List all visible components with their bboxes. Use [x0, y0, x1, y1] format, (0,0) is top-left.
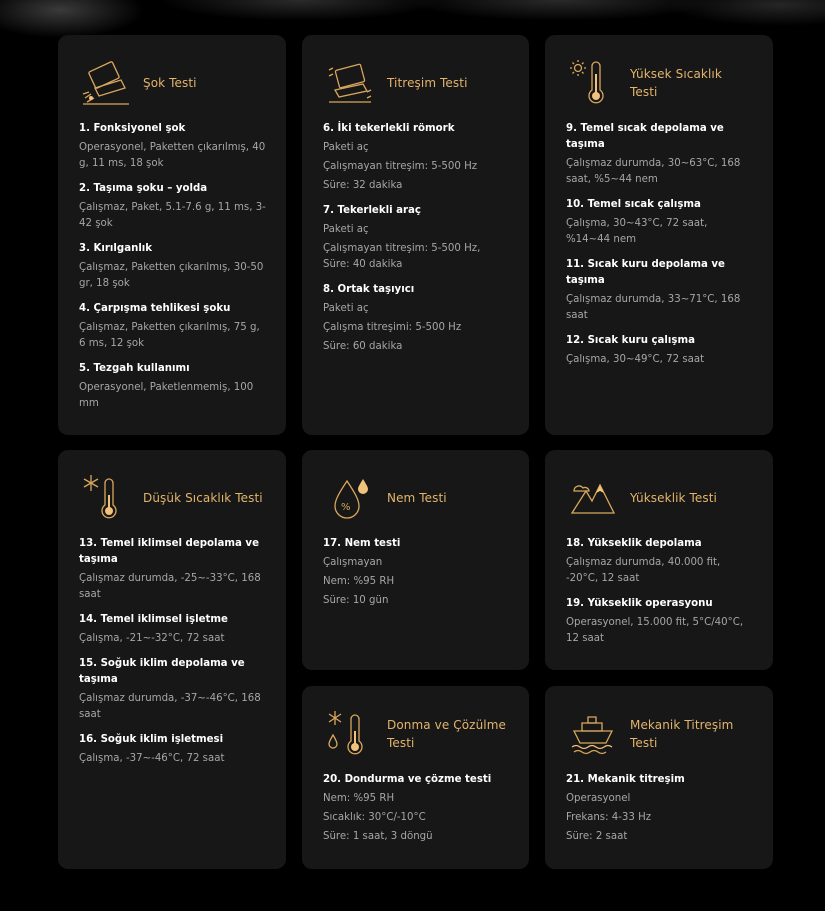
test-item-detail: Operasyonel [566, 793, 631, 804]
test-item-title: 12. Sıcak kuru çalışma [566, 335, 695, 346]
sun-thermometer-icon [566, 58, 620, 108]
test-item-title: 4. Çarpışma tehlikesi şoku [79, 303, 231, 314]
test-item-detail: Süre: 60 dakika [323, 341, 403, 352]
test-item-detail: Çalışma, -21~-32°C, 72 saat [79, 633, 225, 644]
card-title: Donma ve Çözülme Testi [387, 718, 506, 750]
snowflake-drop-thermometer-icon [323, 709, 377, 759]
card-freeze-thaw-test [302, 686, 529, 869]
test-item-title: 17. Nem testi [323, 538, 401, 549]
test-item-detail: Çalışmaz durumda, 33~71°C, 168 saat [566, 294, 741, 321]
test-item [566, 197, 753, 248]
test-item [79, 732, 266, 767]
test-item-title: 7. Tekerlekli araç [323, 205, 421, 216]
card-humidity-test [302, 450, 529, 670]
test-item-detail: Çalışmayan [323, 557, 383, 568]
test-item [79, 241, 266, 292]
test-item [79, 612, 266, 647]
test-item-title: 21. Mekanik titreşim [566, 774, 685, 785]
test-item-detail: Sıcaklık: 30°C/-10°C [323, 812, 426, 823]
test-item [566, 536, 753, 587]
card-low-temperature-test [58, 450, 286, 869]
card-title: Titreşim Testi [387, 76, 468, 90]
test-item-detail: Paketi aç [323, 303, 369, 314]
test-item-detail: Paketi aç [323, 142, 369, 153]
card-vibration-test [302, 35, 529, 435]
card-altitude-test [545, 450, 773, 670]
test-item-title: 5. Tezgah kullanımı [79, 363, 190, 374]
test-item-detail: Çalışmayan titreşim: 5-500 Hz, Süre: 40 dakika [323, 243, 481, 270]
test-item-title: 18. Yükseklik depolama [566, 538, 702, 549]
test-item-title: 11. Sıcak kuru depolama ve taşıma [566, 259, 725, 286]
test-item-detail: Çalışma titreşimi: 5-500 Hz [323, 322, 462, 333]
test-item-list [79, 121, 266, 412]
card-header [323, 57, 509, 109]
test-item-detail: Süre: 2 saat [566, 831, 628, 842]
card-header [566, 57, 753, 109]
snowflake-thermometer-icon [79, 473, 133, 523]
test-item-title: 20. Dondurma ve çözme testi [323, 774, 492, 785]
card-header [79, 472, 266, 524]
test-item-title: 9. Temel sıcak depolama ve taşıma [566, 123, 724, 150]
test-item [323, 282, 509, 355]
test-item-list [323, 536, 509, 609]
test-item [566, 257, 753, 324]
test-item [323, 121, 509, 194]
test-item-detail: Süre: 32 dakika [323, 180, 403, 191]
test-item-title: 15. Soğuk iklim depolama ve taşıma [79, 658, 245, 685]
test-item-detail: Nem: %95 RH [323, 793, 395, 804]
test-item [79, 656, 266, 723]
test-item [79, 121, 266, 172]
card-title: Mekanik Titreşim Testi [630, 718, 734, 750]
card-header [79, 57, 266, 109]
test-item-detail: Çalışmayan titreşim: 5-500 Hz [323, 161, 478, 172]
test-item-detail: Çalışma, 30~49°C, 72 saat [566, 354, 705, 365]
test-item-title: 13. Temel iklimsel depolama ve taşıma [79, 538, 259, 565]
test-item-list [79, 536, 266, 767]
card-header [566, 472, 753, 524]
test-item [323, 203, 509, 273]
test-item-list [323, 772, 509, 845]
test-item-list [566, 772, 753, 845]
test-item [566, 121, 753, 188]
test-item-title: 19. Yükseklik operasyonu [566, 598, 713, 609]
card-header [323, 472, 509, 524]
test-item-detail: Çalışmaz, Paket, 5.1-7.6 g, 11 ms, 3-42 şok [79, 202, 266, 229]
test-item-detail: Operasyonel, Paketten çıkarılmış, 40 g, 11 ms, 18 şok [79, 142, 266, 169]
card-header [566, 708, 753, 760]
test-item-title: 1. Fonksiyonel şok [79, 123, 186, 134]
test-item-title: 14. Temel iklimsel işletme [79, 614, 228, 625]
test-item-detail: Süre: 10 gün [323, 595, 389, 606]
test-item-detail: Operasyonel, 15.000 fit, 5°C/40°C, 12 saat [566, 617, 744, 644]
test-item-detail: Çalışmaz, Paketten çıkarılmış, 30-50 gr, 18 şok [79, 262, 264, 289]
card-shock-test [58, 35, 286, 435]
test-item [566, 596, 753, 647]
test-item-detail: Nem: %95 RH [323, 576, 395, 587]
test-item-title: 8. Ortak taşıyıcı [323, 284, 415, 295]
test-item [323, 772, 509, 845]
ship-waves-icon [566, 709, 620, 759]
test-item-title: 3. Kırılganlık [79, 243, 153, 254]
test-item-detail: Çalışma, 30~43°C, 72 saat, %14~44 nem [566, 218, 708, 245]
test-item [79, 181, 266, 232]
test-item-title: 6. İki tekerlekli römork [323, 123, 455, 134]
test-item-detail: Çalışmaz durumda, -37~-46°C, 168 saat [79, 693, 261, 720]
test-item [566, 772, 753, 845]
test-item-list [323, 121, 509, 355]
card-title: Yükseklik Testi [630, 491, 717, 505]
test-item-detail: Çalışmaz durumda, 30~63°C, 168 saat, %5~44 nem [566, 158, 741, 185]
test-item-title: 10. Temel sıcak çalışma [566, 199, 701, 210]
test-item-detail: Operasyonel, Paketlenmemiş, 100 mm [79, 382, 254, 409]
test-item-detail: Çalışmaz durumda, -25~-33°C, 168 saat [79, 573, 261, 600]
card-title: Yüksek Sıcaklık Testi [630, 67, 722, 99]
test-item-list [566, 536, 753, 647]
card-high-temperature-test [545, 35, 773, 435]
test-item-title: 2. Taşıma şoku – yolda [79, 183, 208, 194]
test-item-detail: Çalışmaz, Paketten çıkarılmış, 75 g, 6 ms, 12 şok [79, 322, 260, 349]
mountain-icon [566, 473, 620, 523]
laptop-impact-icon [79, 58, 133, 108]
test-item-detail: Frekans: 4-33 Hz [566, 812, 652, 823]
test-item [79, 301, 266, 352]
test-item-title: 16. Soğuk iklim işletmesi [79, 734, 224, 745]
card-title: Şok Testi [143, 76, 197, 90]
test-item-list [566, 121, 753, 368]
test-item [566, 333, 753, 368]
laptop-vibration-icon [323, 58, 377, 108]
test-item-detail: Çalışmaz durumda, 40.000 fit, -20°C, 12 saat [566, 557, 721, 584]
card-mechanical-vibration-test [545, 686, 773, 869]
test-item [79, 361, 266, 412]
card-title: Düşük Sıcaklık Testi [143, 491, 263, 505]
card-header [323, 708, 509, 760]
test-item-detail: Süre: 1 saat, 3 döngü [323, 831, 433, 842]
svg-text:%: % [341, 502, 351, 513]
card-title: Nem Testi [387, 491, 447, 505]
humidity-drop-icon [323, 473, 377, 523]
test-item-detail: Paketi aç [323, 224, 369, 235]
test-item [79, 536, 266, 603]
test-item-detail: Çalışma, -37~-46°C, 72 saat [79, 753, 225, 764]
test-item [323, 536, 509, 609]
